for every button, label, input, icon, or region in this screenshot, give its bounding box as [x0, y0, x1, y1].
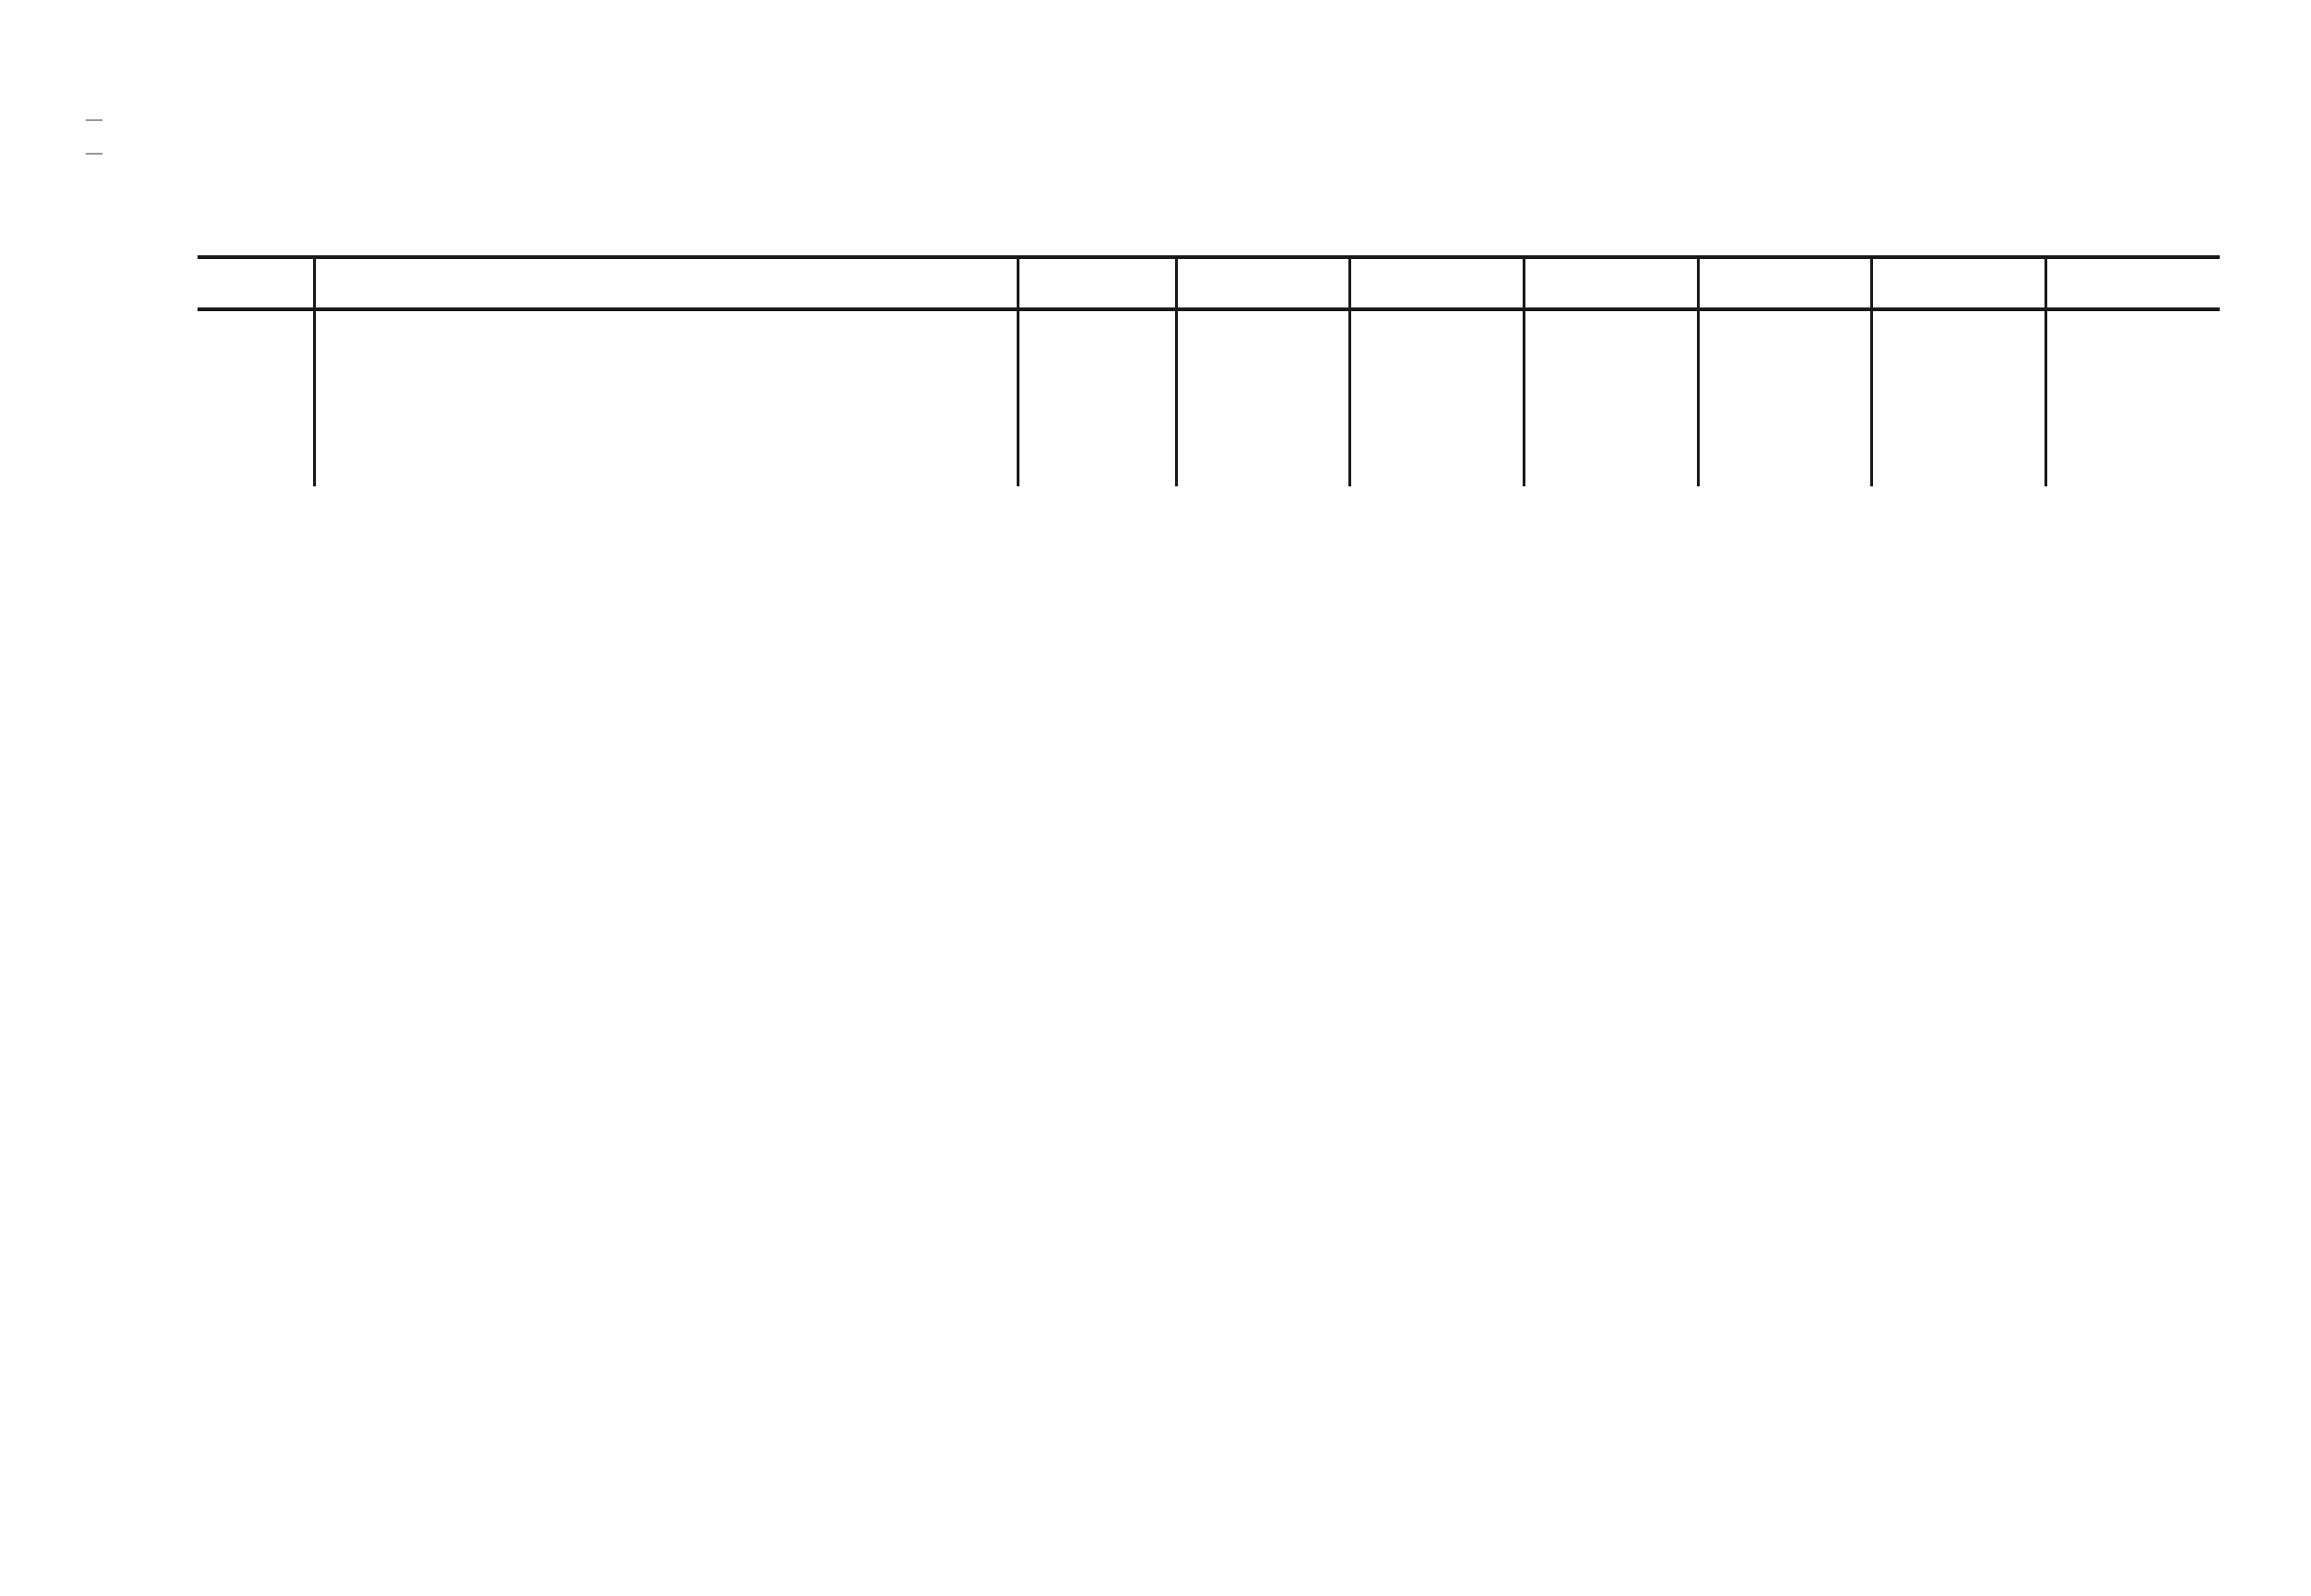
- value-cell: [1524, 393, 1698, 414]
- unit-cell: [1018, 332, 1176, 352]
- empty-cell: [198, 453, 314, 486]
- value-cell: [1698, 352, 1872, 373]
- empty-cell: [1872, 453, 2046, 486]
- empty-cell: [2045, 453, 2220, 486]
- value-cell: [1524, 332, 1698, 352]
- value-cell: [1350, 309, 1525, 332]
- material-name-cell: [314, 332, 1018, 352]
- value-cell: [1872, 309, 2046, 332]
- value-cell: [1176, 373, 1350, 393]
- header-cell: [1018, 257, 1176, 309]
- value-cell: [1698, 393, 1872, 414]
- value-cell: [2045, 393, 2220, 414]
- row-number-cell: [198, 309, 314, 332]
- material-name-cell: [314, 352, 1018, 373]
- empty-cell: [1872, 414, 2046, 447]
- value-cell: [1872, 352, 2046, 373]
- table-header: [198, 257, 2220, 309]
- header-cell: [1524, 257, 1698, 309]
- value-cell: [1524, 352, 1698, 373]
- header-cell: [1872, 257, 2046, 309]
- row-number-cell: [198, 352, 314, 373]
- empty-cell: [1018, 453, 1176, 486]
- value-cell: [2045, 352, 2220, 373]
- value-cell: [1176, 309, 1350, 332]
- material-name-cell: [314, 309, 1018, 332]
- value-cell: [1176, 352, 1350, 373]
- header-cell: [1350, 257, 1525, 309]
- materials-table: [198, 255, 2220, 486]
- material-name-cell: [314, 373, 1018, 393]
- unit-cell: [1018, 373, 1176, 393]
- value-cell: [1350, 332, 1525, 352]
- value-cell: [1698, 309, 1872, 332]
- table-row: [198, 373, 2220, 393]
- row-number-cell: [198, 393, 314, 414]
- row-number-cell: [198, 373, 314, 393]
- value-cell: [1350, 373, 1525, 393]
- empty-cell: [1698, 414, 1872, 447]
- value-cell: [1872, 393, 2046, 414]
- empty-cell: [1698, 453, 1872, 486]
- empty-cell: [1350, 414, 1525, 447]
- empty-cell: [1176, 414, 1350, 447]
- value-cell: [1698, 373, 1872, 393]
- row-number-cell: [198, 332, 314, 352]
- header-cell: [2045, 257, 2220, 309]
- value-cell: [1524, 373, 1698, 393]
- section-metal-structures: [314, 414, 1018, 447]
- header-cell: [1698, 257, 1872, 309]
- value-cell: [2045, 373, 2220, 393]
- unit-cell: [1018, 393, 1176, 414]
- section-row: [198, 414, 2220, 447]
- value-cell: [1524, 309, 1698, 332]
- value-cell: [2045, 309, 2220, 332]
- table-row: [198, 309, 2220, 332]
- empty-cell: [2045, 414, 2220, 447]
- table-body: [198, 309, 2220, 486]
- scan-mark: [86, 119, 103, 121]
- value-cell: [1872, 332, 2046, 352]
- material-name-cell: [314, 393, 1018, 414]
- unit-cell: [1018, 352, 1176, 373]
- empty-cell: [1176, 453, 1350, 486]
- empty-cell: [198, 414, 314, 447]
- empty-cell: [1524, 453, 1698, 486]
- value-cell: [1872, 373, 2046, 393]
- empty-cell: [1350, 453, 1525, 486]
- table-row: [198, 352, 2220, 373]
- unit-cell: [1018, 309, 1176, 332]
- header-cell: [198, 257, 314, 309]
- value-cell: [1350, 352, 1525, 373]
- header-cell: [314, 257, 1018, 309]
- section-lumber: [314, 453, 1018, 486]
- empty-cell: [1018, 414, 1176, 447]
- value-cell: [1698, 332, 1872, 352]
- empty-cell: [1524, 414, 1698, 447]
- value-cell: [1176, 332, 1350, 352]
- section-row: [198, 453, 2220, 486]
- header-cell: [1176, 257, 1350, 309]
- scan-mark: [86, 153, 103, 155]
- value-cell: [2045, 332, 2220, 352]
- table-row: [198, 332, 2220, 352]
- value-cell: [1350, 393, 1525, 414]
- value-cell: [1176, 393, 1350, 414]
- table-row: [198, 393, 2220, 414]
